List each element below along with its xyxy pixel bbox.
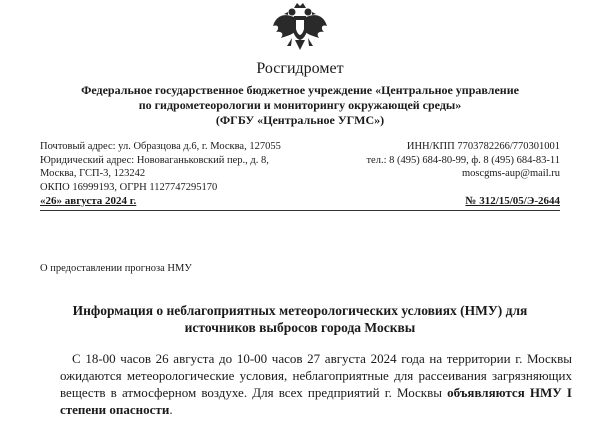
contact-block (366, 140, 560, 181)
legal-address-line-2: Москва, ГСП-3, 123242 (40, 168, 146, 179)
body-bold-text: объявляются НМУ I степени опасности (60, 385, 572, 417)
agency-name: Росгидромет (256, 60, 344, 77)
document-body (60, 350, 572, 418)
phone-fax: тел.: 8 (495) 684-80-99, ф. 8 (495) 684-83-11 (366, 154, 560, 166)
org-name-line-1: Федеральное государственное бюджетное учреждение «Центральное управление (81, 83, 519, 97)
heading-line-1: Информация о неблагоприятных метеорологических условиях (НМУ) для (72, 303, 528, 318)
org-name-line-2: по гидрометеорологии и мониторингу окружающей среды» (138, 98, 462, 112)
double-headed-eagle-emblem (270, 2, 330, 54)
postal-address: Почтовый адрес: ул. Образцова д.6, г. Москва, 127055 (40, 141, 281, 152)
document-subject: О предоставлении прогноза НМУ (40, 263, 192, 274)
body-main-text: С 18-00 часов 26 августа до 10-00 часов 27 августа 2024 года на территории г. Москвы ожидаются метеорологические условия, неблагоприятные для рассеивания загрязняющих веществ в атмосферном воздухе. Для всех предприятий г. Москвы (60, 351, 572, 400)
org-name-line-3: (ФГБУ «Центральное УГМС») (215, 113, 385, 127)
address-block (40, 140, 281, 194)
heading-line-2: источников выбросов города Москвы (184, 320, 416, 335)
inn-kpp: ИНН/КПП 7703782266/770301001 (406, 141, 560, 152)
document-date: «26» августа 2024 г. (40, 195, 137, 207)
email: moscgms-aup@mail.ru (461, 168, 560, 179)
registration-codes: ОКПО 16999193, ОГРН 1127747295170 (40, 181, 218, 193)
document-number: № 312/15/05/Э-2644 (465, 195, 560, 207)
header-divider (40, 210, 560, 211)
body-end-text: . (169, 402, 173, 417)
legal-address-line-1: Юридический адрес: Нововаганьковский пер., д. 8, (40, 154, 269, 166)
document-heading (60, 302, 540, 336)
organization-full-name (40, 83, 560, 128)
